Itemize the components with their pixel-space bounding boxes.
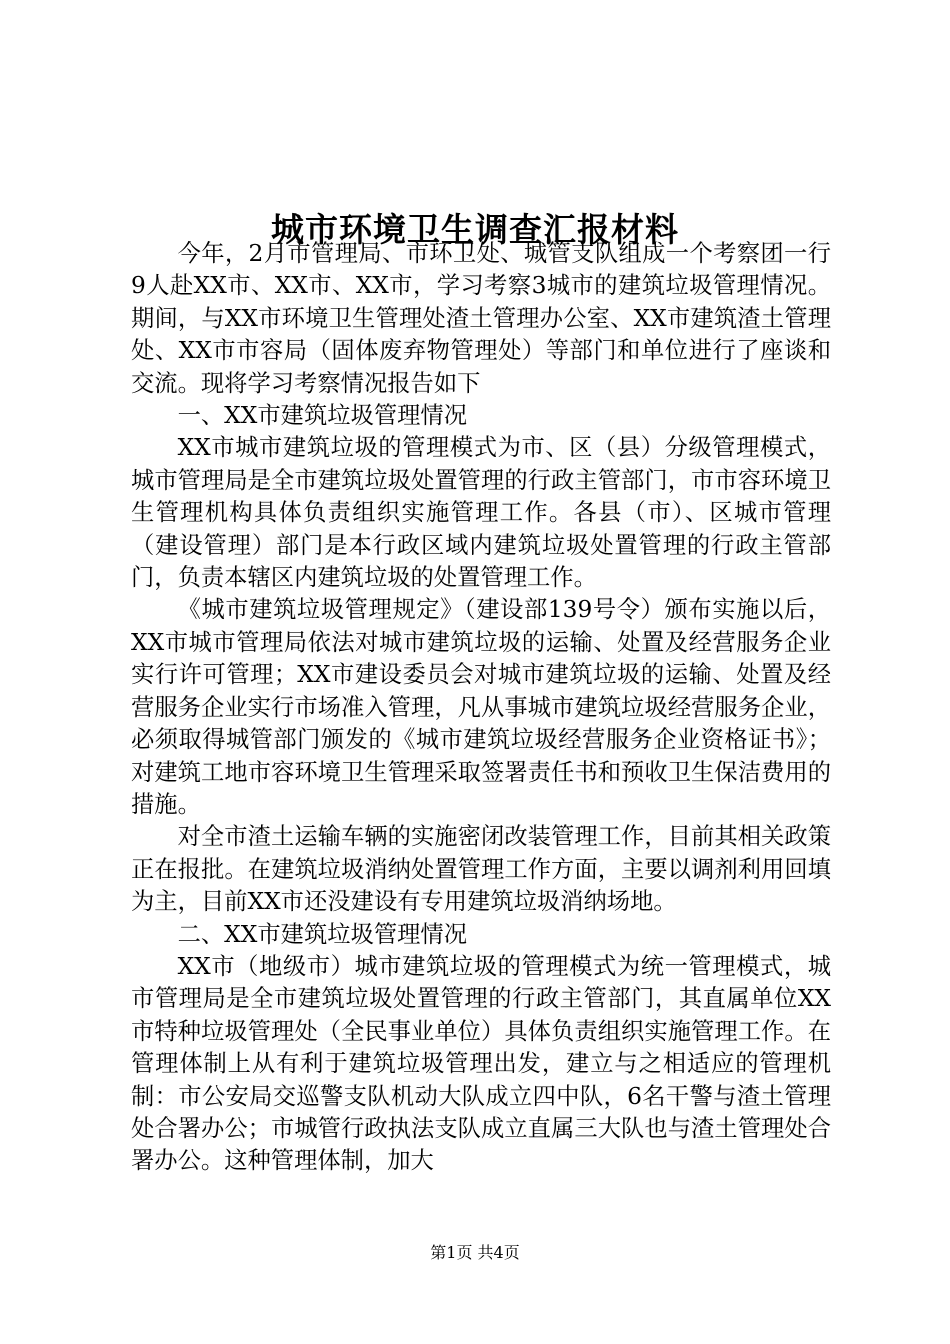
- section-heading-1: 一、XX市建筑垃圾管理情况: [177, 402, 468, 430]
- page-number-footer: 第1页 共4页: [430, 1243, 520, 1262]
- section-heading-2: 二、XX市建筑垃圾管理情况: [177, 920, 468, 948]
- paragraph-section-1-regulation: 《城市建筑垃圾管理规定》（建设部139号令）颁布实施以后，XX市城市管理局依法对城市建筑垃圾的运输、处置及经营服务企业实行许可管理；XX市建设委员会对城市建筑垃圾的运输、处置及经营服务企业实行市场准入管理，凡从事城市建筑垃圾经营服务企业，必须取得城管部门颁发的《城市建筑垃圾经营服务企业资格证书》；对建筑工地市容环境卫生管理采取签署责任书和预收卫生保洁费用的措施。: [131, 596, 831, 818]
- paragraph-section-1-vehicles: 对全市渣土运输车辆的实施密闭改装管理工作，目前其相关政策正在报批。在建筑垃圾消纳处置管理工作方面，主要以调剂利用回填为主，目前XX市还没建设有专用建筑垃圾消纳场地。: [131, 823, 831, 916]
- paragraph-section-2-overview: XX市（地级市）城市建筑垃圾的管理模式为统一管理模式，城市管理局是全市建筑垃圾处置管理的行政主管部门，其直属单位XX市特种垃圾管理处（全民事业单位）具体负责组织实施管理工作。在管理体制上从有利于建筑垃圾管理出发，建立与之相适应的管理机制：市公安局交巡警支队机动大队成立四中队，6名干警与渣土管理处合署办公；市城管行政执法支队成立直属三大队也与渣土管理处合署办公。这种管理体制，加大: [131, 952, 831, 1175]
- paragraph-section-1-overview: XX市城市建筑垃圾的管理模式为市、区（县）分级管理模式，城市管理局是全市建筑垃圾处置管理的行政主管部门，市市容环境卫生管理机构具体负责组织实施管理工作。各县（市）、区城市管理（建设管理）部门是本行政区域内建筑垃圾处置管理的行政主管部门，负责本辖区内建筑垃圾的处置管理工作。: [131, 434, 831, 592]
- paragraph-intro: 今年，2月市管理局、市环卫处、城管支队组成一个考察团一行9人赴XX市、XX市、XX市，学习考察3城市的建筑垃圾管理情况。期间，与XX市环境卫生管理处渣土管理办公室、XX市建筑渣土管理处、XX市市容局（固体废弃物管理处）等部门和单位进行了座谈和交流。现将学习考察情况报告如下: [131, 240, 831, 397]
- document-title: 城市环境卫生调查汇报材料: [271, 210, 679, 250]
- document-body: [131, 238, 831, 1178]
